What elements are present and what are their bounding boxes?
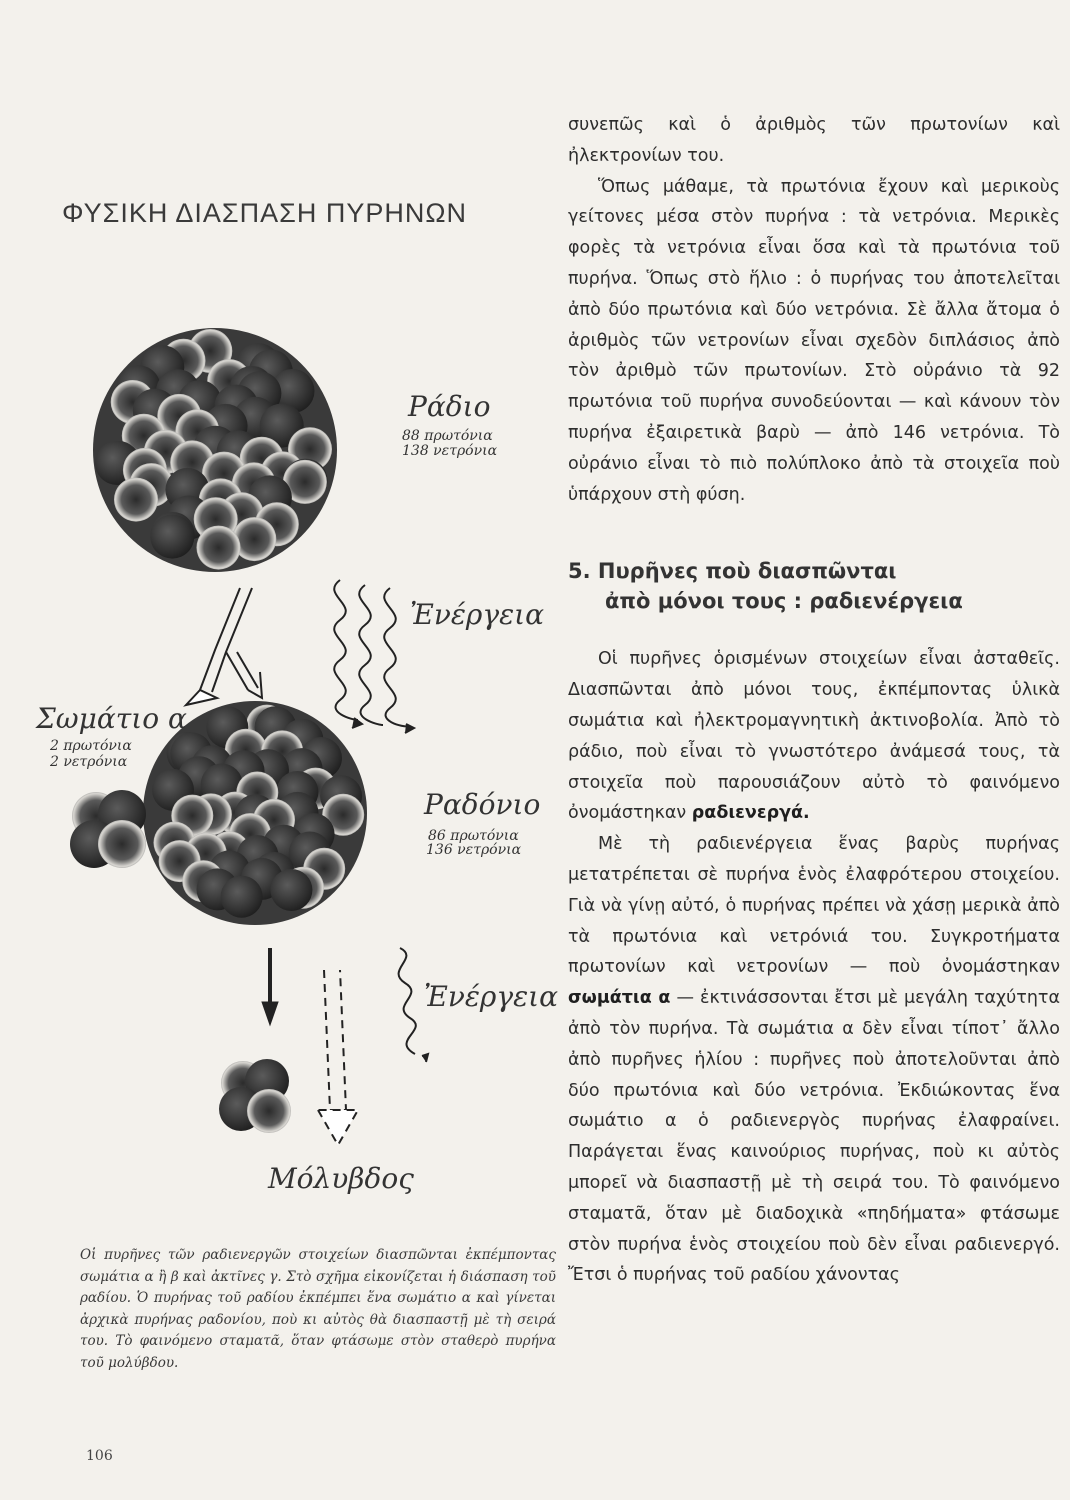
alpha-emission-arrow	[186, 588, 262, 705]
alpha-protons: 2 πρωτόνια	[50, 738, 132, 754]
radium-nucleus	[93, 328, 337, 572]
energy-label-2: Ἐνέργεια	[424, 980, 559, 1013]
nucleon	[270, 869, 312, 911]
alpha-particle	[70, 790, 146, 868]
paragraph-1: συνεπῶς καὶ ὁ ἀριθμὸς τῶν πρωτονίων καὶ ἠλεκτρονίων του.	[568, 115, 1060, 166]
lead-label: Μόλυβδος	[268, 1162, 414, 1195]
radium-protons: 88 πρωτόνια	[402, 428, 493, 444]
decay-diagram	[36, 320, 560, 1200]
section-heading	[568, 556, 1060, 616]
alpha-neutrons: 2 νετρόνια	[50, 754, 128, 770]
radon-protons: 86 πρωτόνια	[428, 828, 519, 844]
page-title: ΦΥΣΙΚΗ ΔΙΑΣΠΑΣΗ ΠΥΡΗΝΩΝ	[62, 198, 468, 228]
radium-neutrons: 138 νετρόνια	[402, 443, 498, 459]
figure-caption: Οἱ πυρῆνες τῶν ραδιενεργῶν στοιχείων διασπῶνται ἐκπέμποντας σωμάτια α ἢ β καὶ ἀκτῖνες γ. Στὸ σχῆμα εἰκονίζεται ἡ διάσπαση τοῦ ραδίου. Ὁ πυρήνας τοῦ ραδίου ἐκπέμπει ἕνα σωμάτιο α καὶ γίνεται ἀρχικὰ πυρήνας ραδονίου, ποὺ κι αὐτὸς θὰ διασπαστῇ μὲ τὴ σειρά του. Τὸ φαινόμενο σταματᾶ, ὅταν φτάσωμε στὸν σταθερὸ πυρήνα τοῦ μολύβδου.	[80, 1247, 556, 1371]
radium-label: Ράδιο	[408, 390, 491, 423]
radon-label: Ραδόνιο	[424, 788, 541, 821]
section-heading-line1: 5. Πυρῆνες ποὺ διασπῶνται	[568, 559, 897, 584]
paragraph-4	[568, 829, 1060, 1291]
energy-wave-1	[334, 580, 414, 733]
nucleon	[221, 876, 263, 918]
alpha-label: Σωμάτιο α	[36, 702, 187, 735]
nucleon	[197, 526, 241, 570]
term-alpha-particles: σωμάτια α	[568, 988, 671, 1009]
paragraph-3	[568, 644, 1060, 829]
section-heading-line2: ἀπὸ μόνοι τους : ραδιενέργεια	[605, 589, 963, 614]
paragraph-3-text: Οἱ πυρῆνες ὁρισμένων στοιχείων εἶναι ἀσταθεῖς. Διασπῶνται ἀπὸ μόνοι τους, ἐκπέμποντας ὑλικὰ σωμάτια καὶ ἠλεκτρομαγνητικὴ ἀκτινοβολία. Ἀπὸ τὸ ράδιο, ποὺ εἶναι τὸ γνωστότερο ἀνάμεσά τους, τὰ στοιχεῖα ποὺ παρουσιάζουν αὐτὸ τὸ φαινόμενο ὀνομάστηκαν	[568, 649, 1060, 824]
paragraph-2: Ὅπως μάθαμε, τὰ πρωτόνια ἔχουν καὶ μερικοὺς γείτονες μέσα στὸν πυρήνα : τὰ νετρόνια. Μερικὲς φορὲς τὰ νετρόνια εἶναι ὅσα καὶ τὰ πρωτόνια τοῦ πυρήνα. Ὅπως στὸ ἥλιο : ὁ πυρήνας του ἀποτελεῖται ἀπὸ δύο πρωτόνια καὶ δύο νετρόνια. Σὲ ἄλλα ἄτομα ὁ ἀριθμὸς τῶν νετρονίων εἶναι σχεδὸν διπλάσιος ἀπὸ τὸν ἀριθμὸ τῶν πρωτονίων. Στὸ οὐράνιο τὰ 92 πρωτόνια τοῦ πυρήνα συνοδεύονται — καὶ κάνουν τὸν πυρήνα ἐξαιρετικὰ βαρὺ — ἀπὸ 146 νετρόνια. Τὸ οὐράνιο εἶναι τὸ πιὸ πολύπλοκο ἀπὸ τὰ στοιχεῖα ποὺ ὑπάρχουν στὴ φύση.	[568, 176, 1060, 505]
radon-neutrons: 136 νετρόνια	[426, 842, 522, 858]
alpha-particle-2	[219, 1059, 291, 1133]
paragraph-4-text-a: Μὲ τὴ ραδιενέργεια ἕνας βαρὺς πυρήνας μετατρέπεται σὲ πυρήνα ἑνὸς ἐλαφρότερου στοιχείου. Γιὰ νὰ γίνῃ αὐτό, ὁ πυρήνας πρέπει νὰ χάσῃ μερικὰ ἀπὸ τὰ πρωτόνια καὶ νετρόνιά του. Συγκροτήματα πρωτονίων καὶ νετρονίων — ποὺ ὀνομάστηκαν	[568, 834, 1060, 978]
paragraph-4-text-b: — ἐκτινάσσονται ἔτσι μὲ μεγάλη ταχύτητα ἀπὸ τὸν πυρήνα. Τὰ σωμάτια α δὲν εἶναι τίποτ᾿ ἄλλο ἀπὸ πυρῆνες ἡλίου : πυρῆνες ποὺ ἀποτελοῦνται ἀπὸ δύο πρωτόνια καὶ δύο νετρόνια. Ἐκδιώκοντας ἕνα σωμάτιο α ὁ ραδιενεργὸς πυρήνας ἐλαφραίνει. Παράγεται ἕνας καινούριος πυρήνας, ποὺ κι αὐτὸς μπορεῖ νὰ διασπαστῇ μὲ τὴ σειρά του. Τὸ φαινόμενο σταματᾶ, ὅταν μὲ διαδοχικὰ «πηδήματα» φτάσωμε στὸν πυρήνα ἑνὸς στοιχείου ποὺ δὲν εἶναι ραδιενεργό. Ἔτσι ὁ πυρήνας τοῦ ραδίου χάνοντας	[568, 988, 1060, 1286]
nucleon	[114, 478, 158, 522]
page-number: 106	[86, 1448, 113, 1464]
energy-label-1: Ἐνέργεια	[410, 598, 545, 631]
right-column	[568, 110, 1060, 1291]
nucleon	[150, 515, 194, 559]
term-radioactive: ραδιενεργά.	[691, 803, 810, 824]
